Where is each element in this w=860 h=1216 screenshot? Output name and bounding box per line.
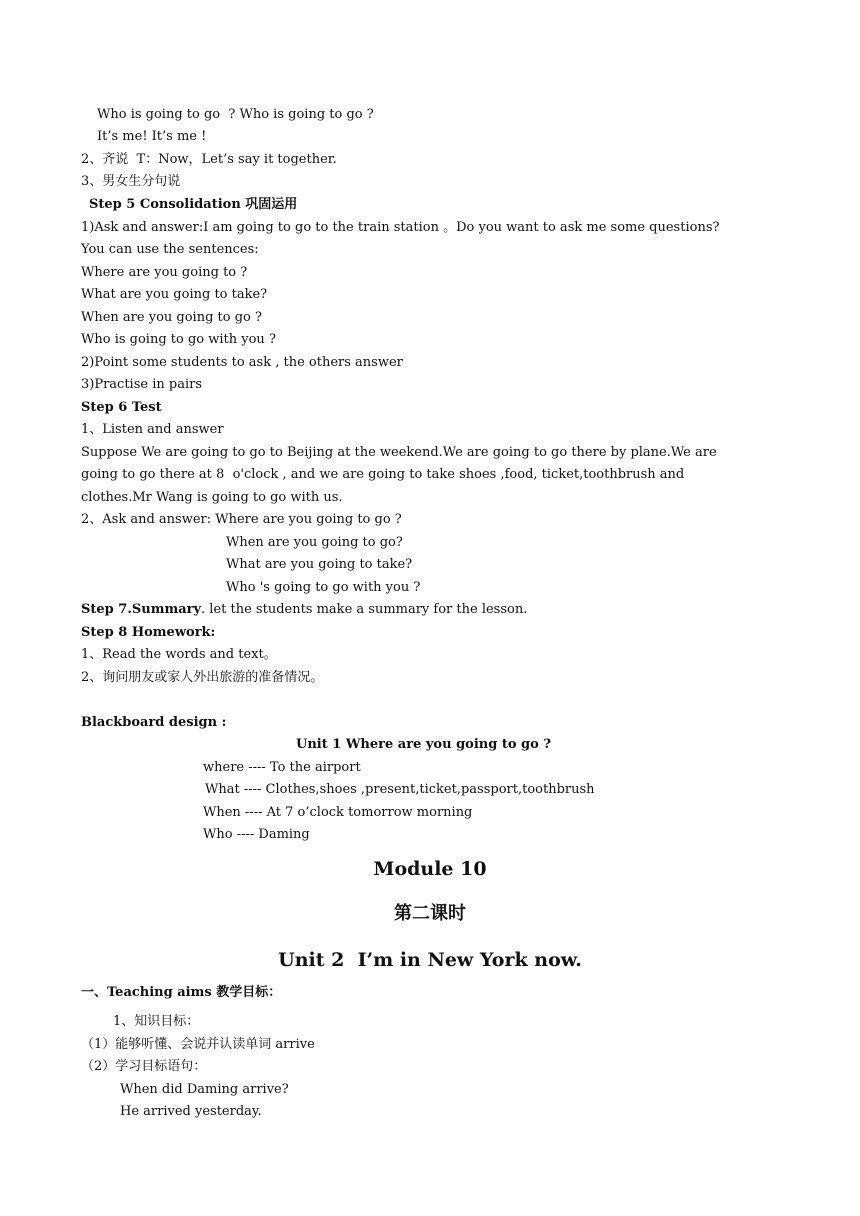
step4-item-2: 2、齐说 T：Now，Let’s say it together.: [81, 152, 337, 167]
module-title: Module 10: [373, 858, 487, 880]
aims-point-1: （1）能够听懂、会说并认读单词 arrive: [81, 1037, 315, 1052]
step6-paragraph-line-2: going to go there at 8 o'clock , and we are going to take shoes ,food, ticket,toothbrush and: [81, 467, 685, 482]
step5-line-3: 2)Point some students to ask , the others answer: [81, 355, 403, 370]
step5-line-2: You can use the sentences:: [81, 242, 259, 257]
blackboard-row-who: Who ---- Daming: [203, 827, 310, 842]
step4-item-3: 3、男女生分句说: [81, 174, 181, 189]
step6-paragraph-line-1: Suppose We are going to go to Beijing at the weekend.We are going to go there by plane.We are: [81, 445, 717, 460]
chant-line-1: Who is going to go ? Who is going to go ?: [97, 107, 374, 122]
step5-heading: Step 5 Consolidation 巩固运用: [89, 197, 298, 212]
aims-heading: 一、Teaching aims 教学目标：: [81, 985, 282, 1000]
step7-text: . let the students make a summary for the lesson.: [201, 602, 528, 617]
step6-item-1: 1、Listen and answer: [81, 422, 224, 437]
step5-line-1: 1)Ask and answer:I am going to go to the train station 。Do you want to ask me some questions?: [81, 220, 720, 235]
step6-paragraph-line-3: clothes.Mr Wang is going to go with us.: [81, 490, 343, 505]
aims-point-2: （2）学习目标语句：: [81, 1059, 207, 1074]
step7-heading: Step 7.Summary: [81, 602, 202, 617]
step5-question-4: Who is going to go with you ?: [81, 332, 276, 347]
step5-question-1: Where are you going to ?: [81, 265, 248, 280]
aims-sentence-2: He arrived yesterday.: [120, 1104, 262, 1119]
period-title: 第二课时: [394, 903, 466, 924]
aims-sentence-1: When did Daming arrive?: [120, 1082, 289, 1097]
blackboard-row-when: When ---- At 7 o’clock tomorrow morning: [203, 805, 473, 820]
step8-heading: Step 8 Homework:: [81, 625, 216, 640]
step6-item-2: 2、Ask and answer: Where are you going to go ?: [81, 512, 402, 527]
aims-sub-1: 1、知识目标：: [113, 1014, 200, 1029]
step6-heading: Step 6 Test: [81, 400, 162, 415]
step5-question-3: When are you going to go ?: [81, 310, 262, 325]
step6-question-4: Who 's going to go with you ?: [226, 580, 421, 595]
step6-question-2: When are you going to go?: [226, 535, 403, 550]
step7-line: [81, 601, 527, 619]
blackboard-row-what: What ---- Clothes,shoes ,present,ticket,passport,toothbrush: [205, 782, 595, 797]
step5-question-2: What are you going to take?: [81, 287, 268, 302]
step8-item-1: 1、Read the words and text。: [81, 647, 277, 662]
chant-line-2: It’s me! It’s me !: [97, 129, 207, 144]
blackboard-row-where: where ---- To the airport: [203, 760, 361, 775]
blackboard-title: Unit 1 Where are you going to go ?: [296, 737, 551, 752]
step8-item-2: 2、询问朋友或家人外出旅游的准备情况。: [81, 670, 324, 685]
step6-question-3: What are you going to take?: [226, 557, 413, 572]
step5-line-4: 3)Practise in pairs: [81, 377, 202, 392]
unit-title: Unit 2 I’m in New York now.: [278, 949, 582, 971]
blackboard-label: Blackboard design :: [81, 715, 227, 730]
